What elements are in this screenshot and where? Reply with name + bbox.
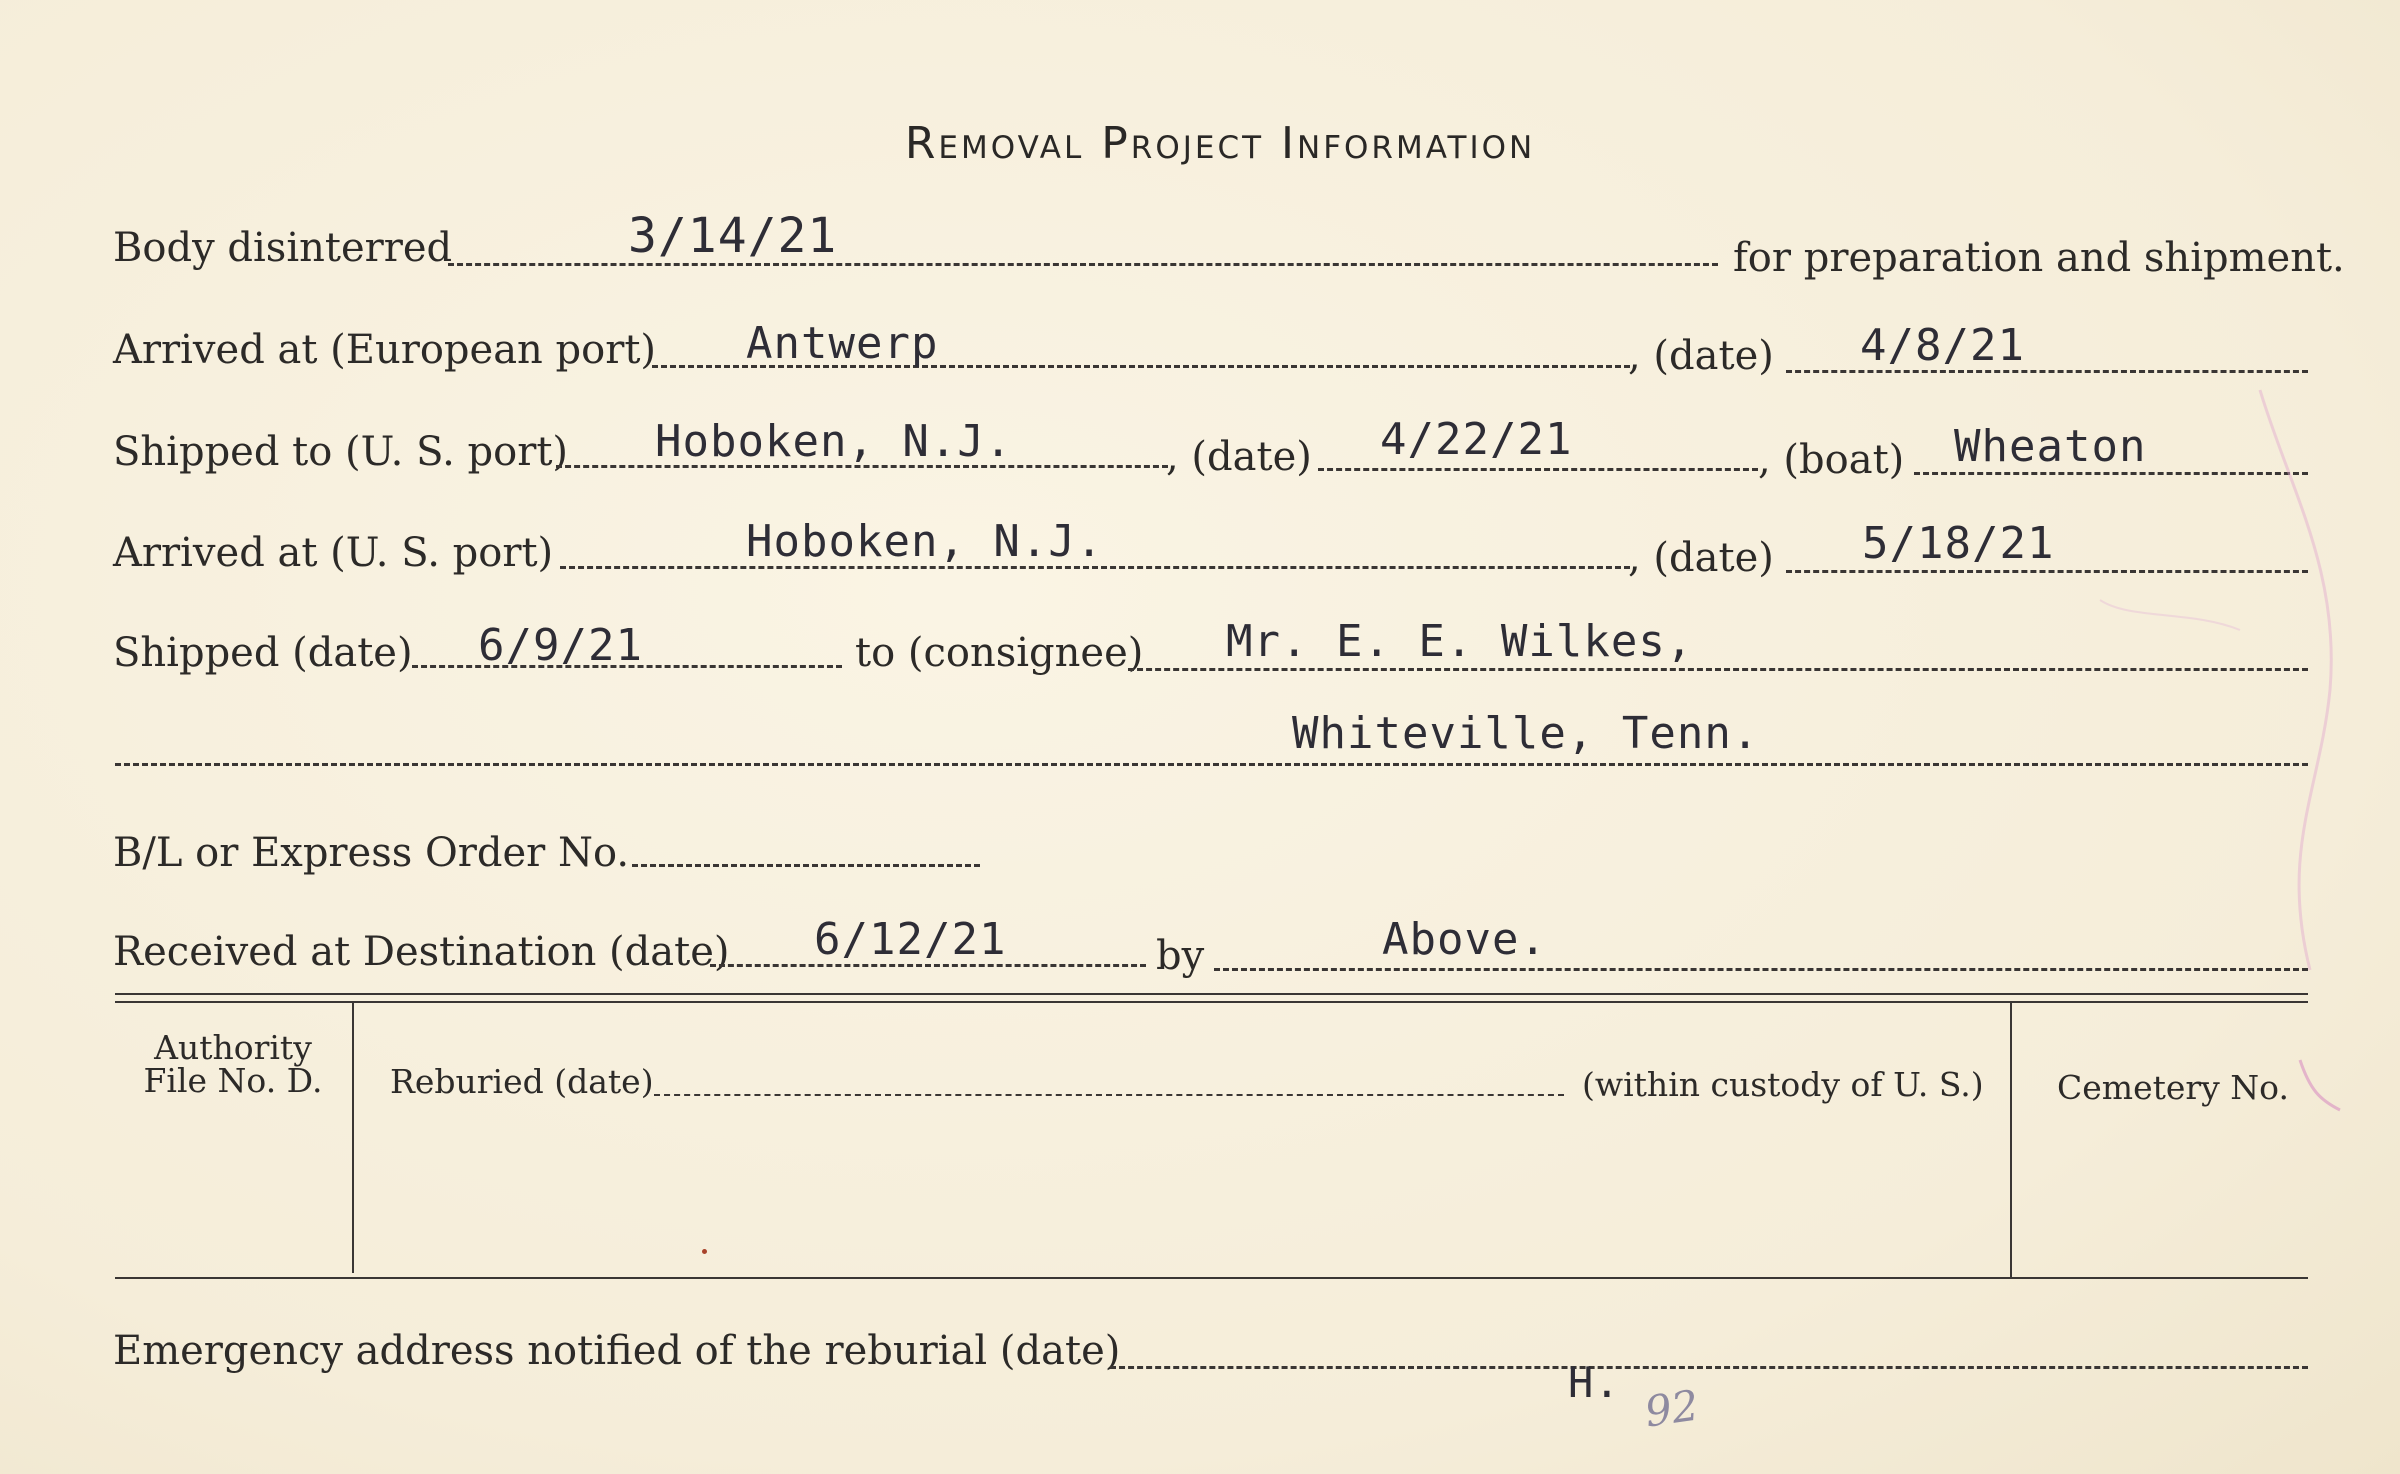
consignee-address: Whiteville, Tenn.	[1292, 708, 1760, 759]
table-divider-right	[2010, 1003, 2012, 1279]
arrived-europe-label: Arrived at (European port)	[113, 327, 657, 373]
arrived-europe-date: 4/8/21	[1860, 320, 2025, 371]
shipped-us-date-line	[1318, 468, 1758, 471]
arrived-us-value: Hoboken, N.J.	[746, 516, 1104, 567]
disinterred-label: Body disinterred	[113, 225, 453, 271]
bl-label: B/L or Express Order No.	[113, 830, 630, 876]
received-label: Received at Destination (date)	[113, 929, 730, 975]
arrived-us-label: Arrived at (U. S. port)	[113, 530, 554, 576]
consignee-address-line	[115, 763, 2308, 766]
shipped-us-date-label: , (date)	[1166, 434, 1312, 480]
reburied-line	[654, 1094, 1564, 1096]
consignee-name: Mr. E. E. Wilkes,	[1226, 616, 1694, 667]
table-top-rule	[115, 993, 2308, 995]
shipped-us-value: Hoboken, N.J.	[655, 416, 1013, 467]
table-top-rule-2	[115, 1001, 2308, 1003]
pencil-note: 92	[1641, 1380, 1702, 1437]
typed-initial: H.	[1568, 1358, 1621, 1407]
emergency-label: Emergency address notified of the reburial (date)	[113, 1328, 1121, 1374]
rust-speck	[702, 1249, 707, 1254]
cemetery-label: Cemetery No.	[2057, 1068, 2289, 1107]
shipped-date: 6/9/21	[478, 620, 643, 671]
card-title: Removal Project Information	[904, 118, 1536, 169]
arrived-europe-date-label: , (date)	[1628, 333, 1774, 379]
arrived-us-date: 5/18/21	[1862, 518, 2055, 569]
shipped-us-boat-label: , (boat)	[1758, 437, 1905, 483]
disinterred-suffix: for preparation and shipment.	[1733, 235, 2345, 281]
reburied-label: Reburied (date)	[390, 1062, 654, 1101]
disinterred-value: 3/14/21	[628, 208, 838, 264]
file-no-label: File No. D.	[143, 1061, 323, 1100]
arrived-europe-value: Antwerp	[746, 318, 939, 369]
authority-label: Authority	[154, 1028, 312, 1067]
received-date: 6/12/21	[814, 914, 1007, 965]
table-divider-left	[352, 1003, 354, 1273]
arrived-us-date-label: , (date)	[1628, 535, 1774, 581]
shipped-us-label: Shipped to (U. S. port)	[113, 429, 568, 475]
shipped-date-label: Shipped (date)	[113, 630, 413, 676]
shipped-us-boat: Wheaton	[1954, 421, 2147, 472]
emergency-line	[1110, 1366, 2308, 1369]
pink-stain	[2040, 370, 2360, 1170]
received-by-label: by	[1156, 933, 1205, 979]
custody-label: (within custody of U. S.)	[1582, 1065, 1984, 1104]
shipped-us-date: 4/22/21	[1380, 414, 1573, 465]
consignee-label: to (consignee)	[855, 630, 1144, 676]
received-by: Above.	[1382, 914, 1547, 965]
bl-line	[632, 864, 980, 867]
table-bottom-rule	[115, 1277, 2308, 1279]
